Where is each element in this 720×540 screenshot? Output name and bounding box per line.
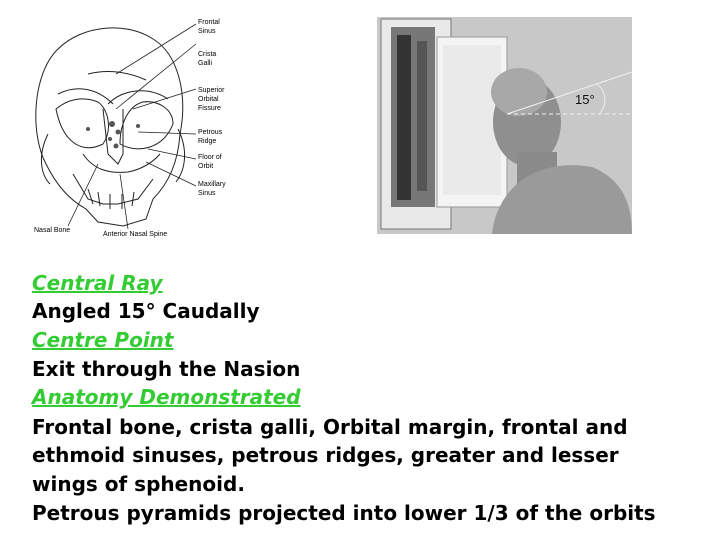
label-superior-orbital-3: Fissure [198,105,221,112]
label-superior-orbital-1: Superior [198,87,225,94]
label-anterior-nasal-spine: Anterior Nasal Spine [103,231,168,238]
patient-positioning-photo [377,17,632,234]
central-ray-value: Angled 15° Caudally [32,299,260,323]
label-petrous-ridge-2: Ridge [198,138,217,145]
centre-point-heading: Centre Point [32,328,174,352]
label-frontal-sinus-1: Frontal [198,19,220,26]
anatomy-line-2: ethmoid sinuses, petrous ridges, greater and lesser [32,443,619,467]
label-crista-galli-1: Crista [198,51,217,58]
central-ray-heading: Central Ray [32,271,163,295]
anatomy-line-3: wings of sphenoid. [32,472,245,496]
label-nasal-bone: Nasal Bone [34,227,71,234]
skull-diagram [28,14,244,242]
angle-label: 15° [575,92,595,107]
label-maxillary-sinus-2: Sinus [198,190,216,197]
anatomy-line-1: Frontal bone, crista galli, Orbital margin, frontal and [32,415,628,439]
label-floor-orbit-2: Orbit [198,163,214,170]
label-petrous-ridge-1: Petrous [198,129,223,136]
label-maxillary-sinus-1: Maxillary [198,181,226,188]
centre-point-value: Exit through the Nasion [32,357,301,381]
label-floor-orbit-1: Floor of [198,154,222,161]
label-crista-galli-2: Galli [198,60,213,67]
anatomy-line-4: Petrous pyramids projected into lower 1/3 of the orbits [32,501,656,525]
label-frontal-sinus-2: Sinus [198,28,216,35]
label-superior-orbital-2: Orbital [198,96,219,103]
anatomy-heading: Anatomy Demonstrated [32,385,301,409]
